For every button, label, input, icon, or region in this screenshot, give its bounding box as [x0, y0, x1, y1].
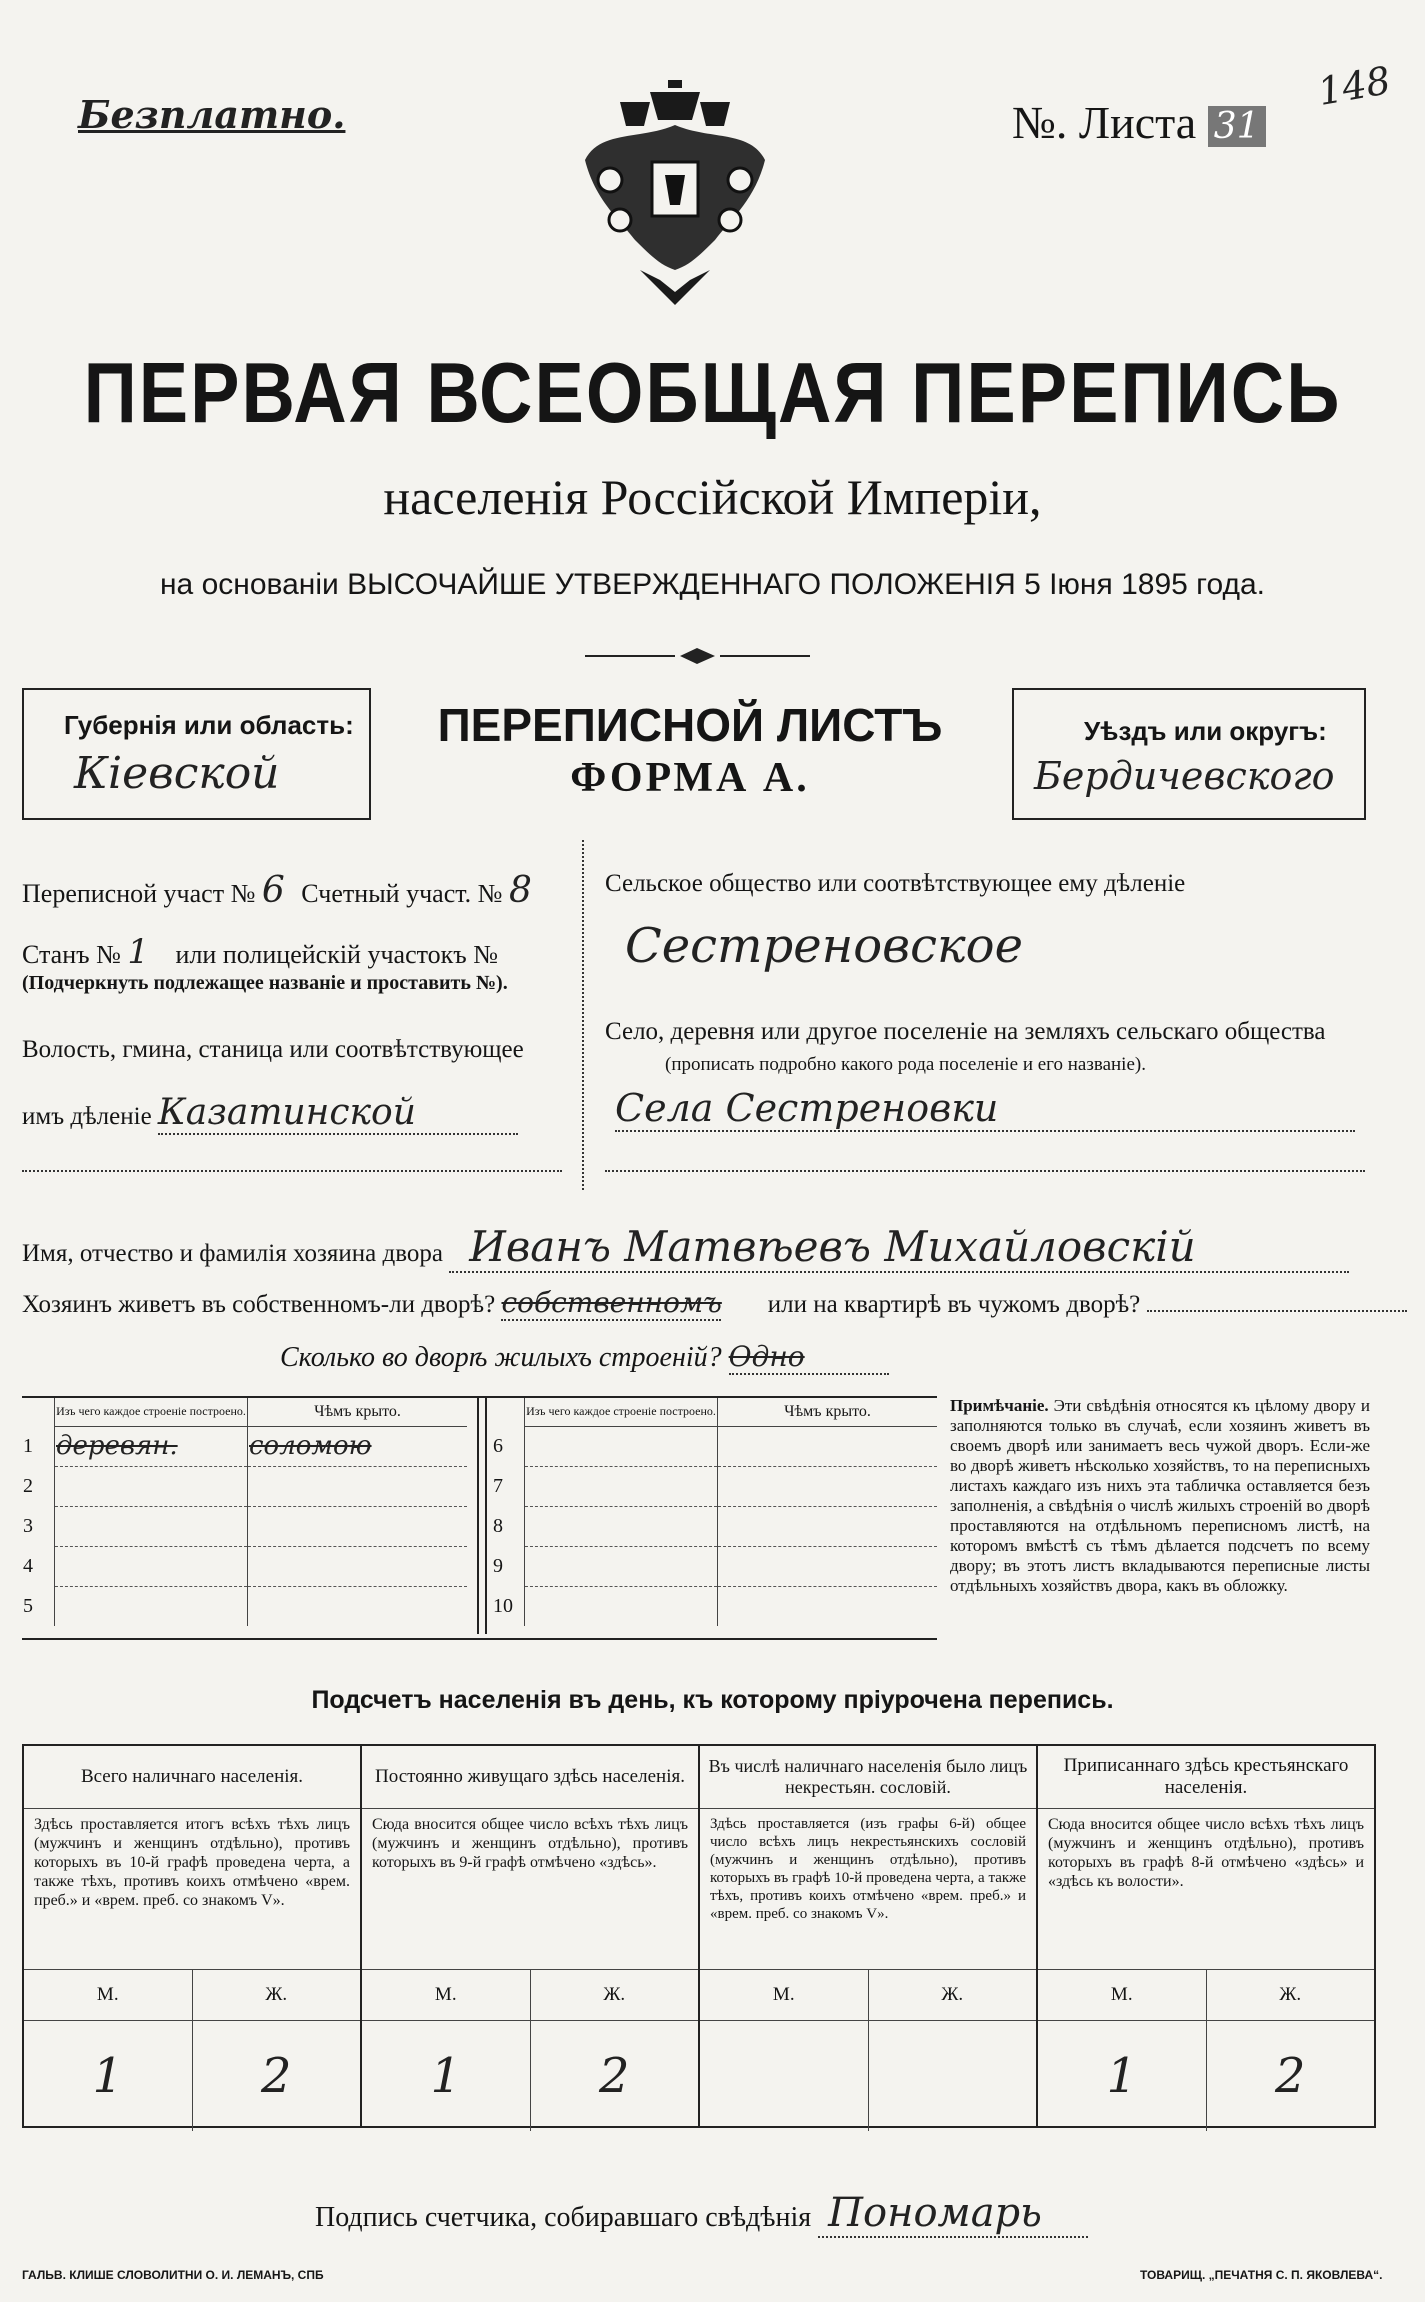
census-area-label: Переписной участ №: [22, 879, 256, 908]
roof-cell[interactable]: соломою: [248, 1426, 468, 1466]
society-value[interactable]: Сестреновское: [625, 918, 1023, 974]
material-cell[interactable]: [525, 1546, 718, 1586]
col-m-label: М.: [700, 1970, 869, 2020]
volost-value[interactable]: Казатинской: [158, 1092, 518, 1135]
village-value[interactable]: Села Сестреновки: [615, 1086, 1355, 1132]
form-subtitle: ФОРМА А.: [570, 755, 810, 801]
material-cell[interactable]: [525, 1506, 718, 1546]
roof-cell[interactable]: [718, 1466, 938, 1506]
village-note: (прописать подробно какого рода поселеніе и его названіе).: [665, 1054, 1146, 1075]
sheet-number: [1012, 96, 1266, 149]
volost-label: Волость, гмина, станица или соотвѣтствующее: [22, 1036, 524, 1063]
roof-cell[interactable]: [718, 1426, 938, 1466]
row-number: 7: [492, 1466, 525, 1506]
population-col: [700, 1746, 1038, 2126]
female-count[interactable]: 2: [260, 2048, 292, 2104]
owner-name-row: [22, 1222, 1349, 1273]
population-col-desc: Здѣсь проставляется (изъ графы 6-й) общее число всѣхъ лицъ некрестьянскихъ сословій (мужчинъ и женщинъ отдѣльно), противъ которыхъ въ графѣ 10-й проведена черта, а также тѣхъ, противъ коихъ отмѣчено «врем. преб.» и «врем. преб. со знакомъ V».: [700, 1809, 1036, 1970]
count-area-label: Счетный участ. №: [301, 879, 503, 908]
row-number: 3: [22, 1506, 55, 1546]
col-material-header-2: Изъ чего каждое строеніе построено.: [525, 1398, 718, 1426]
stan-label: Станъ №: [22, 940, 121, 969]
note-title: Примѣчаніе.: [950, 1396, 1049, 1415]
male-count[interactable]: 1: [1038, 2021, 1207, 2131]
signature-row: [315, 2190, 1088, 2238]
buildings-table-right: [492, 1398, 937, 1626]
page-title: ПЕРВАЯ ВСЕОБЩАЯ ПЕРЕПИСЬ: [83, 344, 1342, 441]
row-number: 9: [492, 1546, 525, 1586]
table-row: [22, 1426, 467, 1466]
note-block: [950, 1396, 1370, 1596]
female-count[interactable]: [869, 2021, 1037, 2131]
row-number: 6: [492, 1426, 525, 1466]
col-roof-header-2: Чѣмъ крыто.: [718, 1398, 938, 1426]
society-label: Сельское общество или соотвѣтствующее ему дѣленіе: [605, 870, 1186, 897]
col-f-label: Ж.: [941, 1984, 964, 2005]
population-col: [362, 1746, 700, 2126]
col-m-label: М.: [24, 1970, 193, 2020]
row-number: 8: [492, 1506, 525, 1546]
col-m-label: М.: [1038, 1970, 1207, 2020]
col-roof-header: Чѣмъ крыто.: [248, 1398, 468, 1426]
right-section: [605, 840, 1365, 1190]
female-count[interactable]: 2: [598, 2048, 630, 2104]
row-number: 5: [22, 1586, 55, 1626]
male-count[interactable]: [700, 2021, 869, 2131]
census-area-row: [22, 870, 532, 911]
population-col: [1038, 1746, 1374, 2126]
ornament-divider: [585, 646, 810, 666]
col-f-label: Ж.: [265, 1984, 288, 2005]
printer-left: ГАЛЬВ. КЛИШЕ СЛОВОЛИТНИ О. И. ЛЕМАНЪ, СПБ: [22, 2268, 324, 2282]
volost-label-2: имъ дѣленіе: [22, 1103, 152, 1130]
buildings-value[interactable]: Одно: [729, 1340, 889, 1375]
female-count[interactable]: 2: [1274, 2048, 1306, 2104]
form-title-block: [370, 688, 1010, 816]
sheet-number-label: №. Листа: [1012, 97, 1197, 148]
table-divider: [477, 1398, 487, 1634]
buildings-row: [280, 1340, 889, 1375]
population-col-desc: Сюда вносится общее число всѣхъ тѣхъ лицъ (мужчинъ и женщинъ отдѣльно), противъ которыхъ въ графѣ 8-й отмѣчено «здѣсь» и «здѣсь къ волости».: [1038, 1809, 1374, 1970]
material-cell[interactable]: [55, 1586, 248, 1626]
population-col: [24, 1746, 362, 2126]
table-row: [492, 1466, 937, 1506]
volost-row: [22, 1092, 518, 1135]
roof-cell[interactable]: [248, 1466, 468, 1506]
population-col-title: Приписаннаго здѣсь крестьянскаго населенія.: [1038, 1746, 1374, 1809]
roof-cell[interactable]: [718, 1586, 938, 1626]
owner-lives-row: [22, 1286, 1407, 1321]
stan-note: (Подчеркнуть подлежащее названіе и проставить №).: [22, 972, 508, 994]
material-cell[interactable]: [55, 1466, 248, 1506]
owner-name-value[interactable]: Иванъ Матвѣевъ Михайловскій: [449, 1222, 1349, 1273]
uezd-box: [1012, 688, 1366, 820]
table-row: [22, 1546, 467, 1586]
population-col-desc: Здѣсь проставляется итогъ всѣхъ тѣхъ лицъ (мужчинъ и женщинъ отдѣльно), противъ которыхъ въ 10-й графѣ проведена черта, а также тѣхъ, противъ коихъ отмѣчено «врем. преб.» и «врем. преб. со знакомъ V».: [24, 1809, 360, 1970]
roof-cell[interactable]: [718, 1546, 938, 1586]
left-section: [22, 840, 584, 1190]
col-material-header: Изъ чего каждое строеніе построено.: [55, 1398, 248, 1426]
count-area-value[interactable]: 8: [508, 870, 532, 911]
col-f-label: Ж.: [603, 1984, 626, 2005]
population-col-title: Въ числѣ наличнаго населенія было лицъ некрестьян. сословій.: [700, 1746, 1036, 1809]
owner-lives-blank: [1147, 1310, 1407, 1312]
stan-value[interactable]: 1: [127, 932, 150, 972]
uezd-label: Уѣздъ или округъ:: [1084, 716, 1327, 746]
census-area-value[interactable]: 6: [261, 870, 285, 911]
material-cell[interactable]: [55, 1506, 248, 1546]
table-row: [22, 1466, 467, 1506]
male-count[interactable]: 1: [24, 2021, 193, 2131]
buildings-label: Сколько во дворѣ жилыхъ строеній?: [280, 1342, 722, 1373]
table-row: [492, 1546, 937, 1586]
left-blank-line: [22, 1170, 562, 1172]
table-row: [492, 1506, 937, 1546]
sheet-number-value: 31: [1208, 106, 1266, 147]
roof-cell[interactable]: [718, 1506, 938, 1546]
row-number: 4: [22, 1546, 55, 1586]
table-row: [492, 1586, 937, 1626]
imperial-eagle-emblem: [580, 80, 770, 305]
row-number: 1: [22, 1426, 55, 1466]
row-number: 10: [492, 1586, 525, 1626]
col-f-label: Ж.: [1279, 1984, 1302, 2005]
population-col-title: Постоянно живущаго здѣсь населенія.: [362, 1746, 698, 1809]
table-row: [492, 1426, 937, 1466]
owner-lives-value[interactable]: собственномъ: [501, 1286, 722, 1319]
material-cell[interactable]: деревян.: [55, 1426, 248, 1466]
uezd-value[interactable]: Бердичевского: [1034, 754, 1335, 798]
material-cell[interactable]: [525, 1466, 718, 1506]
row-number: 2: [22, 1466, 55, 1506]
owner-name-label: Имя, отчество и фамилія хозяина двора: [22, 1240, 443, 1267]
owner-lives-label-2: или на квартирѣ въ чужомъ дворѣ?: [767, 1291, 1141, 1318]
right-blank-line: [605, 1170, 1365, 1172]
page-subtitle: населенія Россійской Имперіи,: [383, 469, 1042, 525]
form-title: ПЕРЕПИСНОЙ ЛИСТЪ: [437, 699, 943, 751]
sheet-corner-number: 148: [1314, 58, 1394, 114]
basis-line: на основаніи ВЫСОЧАЙШЕ УТВЕРЖДЕННАГО ПОЛОЖЕНІЯ 5 Іюня 1895 года.: [159, 568, 1265, 601]
buildings-table: [22, 1396, 937, 1640]
population-col-title: Всего наличнаго населенія.: [24, 1746, 360, 1809]
gubernia-value[interactable]: Кіевской: [74, 748, 280, 799]
table-row: [22, 1586, 467, 1626]
free-stamp: Безплатно.: [78, 92, 346, 137]
police-label: или полицейскій участокъ №: [175, 940, 499, 969]
owner-lives-label: Хозяинъ живетъ въ собственномъ-ли дворѣ?: [22, 1291, 496, 1318]
printer-right: ТОВАРИЩ. „ПЕЧАТНЯ С. П. ЯКОВЛЕВА“.: [1140, 2268, 1383, 2282]
buildings-table-left: [22, 1398, 467, 1626]
table-row: [22, 1506, 467, 1546]
col-m-label: М.: [362, 1970, 531, 2020]
population-col-desc: Сюда вносится общее число всѣхъ тѣхъ лицъ (мужчинъ и женщинъ отдѣльно), противъ которыхъ въ 9-й графѣ отмѣчено «здѣсь».: [362, 1809, 698, 1970]
stan-row: [22, 932, 498, 972]
signature-label: Подпись счетчика, собиравшаго свѣдѣнія: [315, 2202, 812, 2233]
population-heading: Подсчетъ населенія въ день, къ которому пріурочена перепись.: [311, 1686, 1114, 1714]
gubernia-label: Губернія или область:: [64, 710, 354, 740]
roof-cell[interactable]: [248, 1586, 468, 1626]
material-cell[interactable]: [525, 1586, 718, 1626]
village-label: Село, деревня или другое поселеніе на земляхъ сельскаго общества: [605, 1018, 1326, 1045]
material-cell[interactable]: [55, 1546, 248, 1586]
material-cell[interactable]: [525, 1426, 718, 1466]
gubernia-box: [22, 688, 371, 820]
male-count[interactable]: 1: [362, 2021, 531, 2131]
signature-value[interactable]: Пономарь: [818, 2190, 1088, 2238]
roof-cell[interactable]: [248, 1506, 468, 1546]
roof-cell[interactable]: [248, 1546, 468, 1586]
population-table: [22, 1744, 1376, 2128]
note-text: Эти свѣдѣнія относятся къ цѣлому двору и заполняются только въ случаѣ, если хозяинъ живетъ въ своемъ дворѣ или занимаетъ весь чужой дворъ. Если-же во дворѣ живетъ нѣсколько хозяйствъ, то на переписныхъ листахъ каждаго изъ нихъ эта табличка оставляется безъ заполненія, а свѣдѣнія о числѣ жилыхъ строеній во дворѣ проставляются на отдѣльномъ переписномъ листѣ, на которомъ вмѣстѣ съ тѣмъ дѣлается подсчетъ по всему двору; въ этотъ листъ вкладываются переписные листы отдѣльныхъ хозяйствъ двора, какъ въ обложку.: [950, 1396, 1370, 1595]
